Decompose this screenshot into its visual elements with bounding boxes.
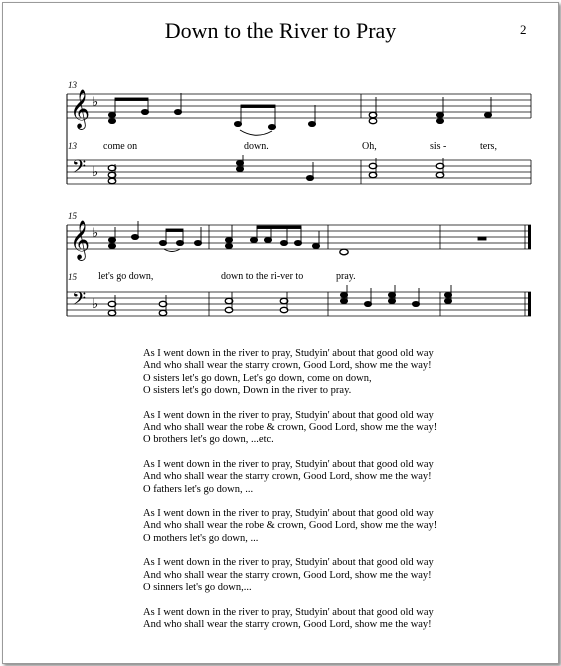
lyric-syllable: down to the ri-ver to <box>221 271 304 282</box>
flat-icon: ♭ <box>92 95 99 110</box>
verses-text <box>143 348 437 631</box>
verse-line: As I went down in the river to pray, Studyin' about that good old way <box>143 409 434 421</box>
verse-line: And who shall wear the robe & crown, Good Lord, show me the way! <box>143 422 438 434</box>
lyric-syllable: Oh, <box>362 141 377 152</box>
treble-clef-icon: 𝄞 <box>70 89 91 129</box>
verse-line: As I went down in the river to pray, Studyin' about that good old way <box>143 348 434 359</box>
verse-line: As I went down in the river to pray, Studyin' about that good old way <box>143 606 434 618</box>
lyric-syllable: let's go down, <box>98 271 154 282</box>
verse-line: As I went down in the river to pray, Studyin' about that good old way <box>143 458 434 470</box>
treble-clef-icon: 𝄞 <box>70 220 91 260</box>
treble-notes-1 <box>108 93 491 135</box>
bass-clef-icon: 𝄢 <box>72 157 87 182</box>
verse-line: As I went down in the river to pray, Studyin' about that good old way <box>143 508 434 520</box>
verse <box>143 607 437 632</box>
verse-line: O sinners let's go down,... <box>143 582 252 594</box>
lyric-syllable: pray. <box>336 271 356 282</box>
verse-line: O sisters let's go down, Let's go down, come on down, <box>143 372 372 384</box>
verse <box>143 508 437 545</box>
measure-number-top: 13 <box>68 80 77 90</box>
verse-line: And who shall wear the starry crown, Good Lord, show me the way! <box>143 360 432 372</box>
verse <box>143 557 437 594</box>
page-number: 2 <box>520 22 527 37</box>
measure-number-bottom: 15 <box>68 272 77 282</box>
lyric-syllable: ters, <box>480 141 497 152</box>
flat-icon: ♭ <box>92 165 99 180</box>
lyric-syllable: down. <box>244 141 269 152</box>
verse-line: O brothers let's go down, ...etc. <box>143 434 274 446</box>
verse <box>143 410 437 447</box>
verse-line: As I went down in the river to pray, Studyin' about that good old way <box>143 557 434 569</box>
verse-line: And who shall wear the starry crown, Good Lord, show me the way! <box>143 618 432 630</box>
bass-notes-2 <box>108 285 451 316</box>
verse-line: O mothers let's go down, ... <box>143 532 259 544</box>
verse-line: And who shall wear the robe & crown, Good Lord, show me the way! <box>143 520 438 532</box>
verse <box>143 459 437 496</box>
verse <box>143 348 437 398</box>
flat-icon: ♭ <box>92 226 99 241</box>
bass-staff-1 <box>67 160 531 184</box>
verse-line: O sisters let's go down, Down in the river to pray. <box>143 385 352 397</box>
verse-line: O fathers let's go down, ... <box>143 483 254 495</box>
verse-line: And who shall wear the starry crown, Good Lord, show me the way! <box>143 569 432 581</box>
lyric-syllable: come on <box>103 141 138 152</box>
bass-clef-icon: 𝄢 <box>72 289 87 314</box>
flat-icon: ♭ <box>92 297 99 312</box>
lyric-syllable: sis - <box>430 141 447 152</box>
measure-number-bottom: 13 <box>68 141 77 151</box>
verse-line: And who shall wear the starry crown, Good Lord, show me the way! <box>143 471 432 483</box>
treble-notes-2 <box>108 221 486 255</box>
measure-number-top: 15 <box>68 211 77 221</box>
bass-notes-1 <box>108 155 444 184</box>
song-title: Down to the River to Pray <box>164 18 397 43</box>
bass-staff-2 <box>67 292 531 316</box>
